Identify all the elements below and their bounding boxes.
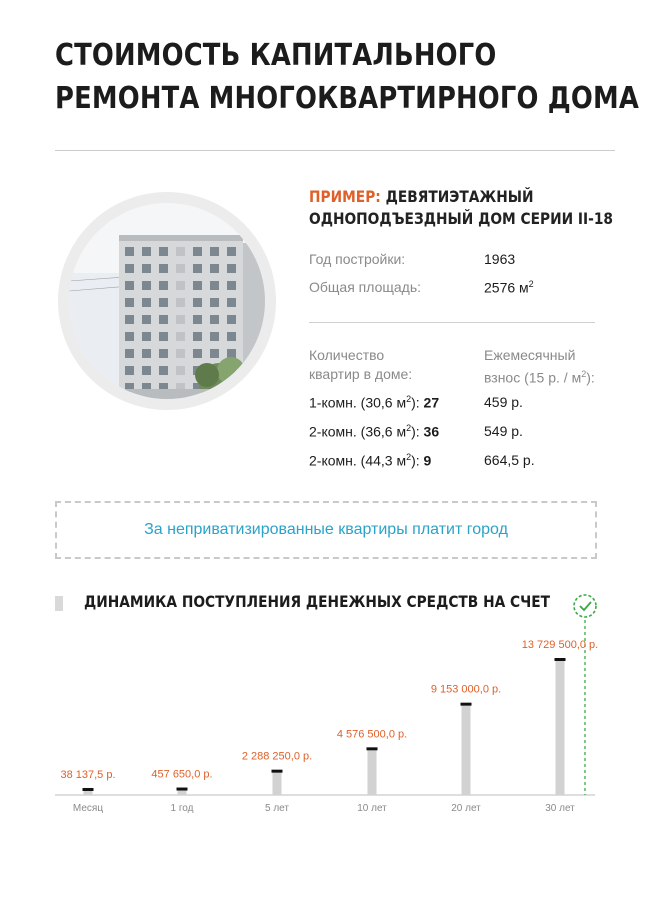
bar-cap xyxy=(177,788,188,791)
window xyxy=(176,332,185,341)
apt-type: 2-комн. (44,3 м xyxy=(309,452,407,469)
note-text: За неприватизированные квартиры платит город xyxy=(144,521,508,538)
data-label: 9 153 000,0 р. xyxy=(430,683,502,696)
example-line2: ОДНОПОДЪЕЗДНЫЙ ДОМ СЕРИИ II-18 xyxy=(309,209,614,228)
fee-header-sup: 2 xyxy=(581,369,587,379)
window xyxy=(193,332,202,341)
window xyxy=(210,264,219,273)
data-label: 38 137,5 р. xyxy=(60,769,116,781)
window xyxy=(159,298,168,307)
window xyxy=(159,264,168,273)
tick-label: 1 год xyxy=(170,803,194,814)
window xyxy=(193,349,202,358)
window xyxy=(142,247,151,256)
title-line-2: РЕМОНТА МНОГОКВАРТИРНОГО ДОМА xyxy=(55,81,640,116)
window xyxy=(142,366,151,375)
apt-sup: 2 xyxy=(406,452,412,462)
bar xyxy=(273,773,282,795)
apt-fee: 664,5 р. xyxy=(484,452,535,468)
stats-divider xyxy=(309,322,595,323)
apt-sup: 2 xyxy=(406,394,412,404)
check-icon xyxy=(574,595,596,617)
bar xyxy=(84,791,93,795)
tick-label: 5 лет xyxy=(265,803,289,814)
window xyxy=(227,247,236,256)
window xyxy=(125,264,134,273)
window xyxy=(227,332,236,341)
fee-column-header xyxy=(484,346,634,388)
window xyxy=(159,332,168,341)
chart-title: ДИНАМИКА ПОСТУПЛЕНИЯ ДЕНЕЖНЫХ СРЕДСТВ НА СЧЕТ xyxy=(84,592,551,611)
bar xyxy=(368,750,377,795)
window xyxy=(125,349,134,358)
window xyxy=(159,366,168,375)
window xyxy=(210,298,219,307)
window xyxy=(125,247,134,256)
window xyxy=(227,315,236,324)
funds-chart xyxy=(0,585,650,825)
window xyxy=(176,349,185,358)
tick-label: 20 лет xyxy=(451,803,481,814)
fee-header-line1: Ежемесячный xyxy=(484,347,576,363)
count-header-line1: Количество xyxy=(309,347,385,363)
bar xyxy=(556,661,565,795)
window xyxy=(142,332,151,341)
example-line1: ДЕВЯТИЭТАЖНЫЙ xyxy=(380,187,534,206)
window xyxy=(142,315,151,324)
apt-count: 27 xyxy=(423,394,440,411)
apt-sup: 2 xyxy=(406,423,412,433)
window xyxy=(210,332,219,341)
window xyxy=(193,281,202,290)
bar-cap xyxy=(555,658,566,661)
window xyxy=(142,281,151,290)
window xyxy=(142,349,151,358)
window xyxy=(125,315,134,324)
window xyxy=(210,315,219,324)
window xyxy=(193,264,202,273)
window xyxy=(193,247,202,256)
window xyxy=(193,315,202,324)
bar-cap xyxy=(272,770,283,773)
window xyxy=(193,298,202,307)
window xyxy=(125,366,134,375)
window xyxy=(176,315,185,324)
area-sup: 2 xyxy=(528,279,534,289)
window xyxy=(176,298,185,307)
window xyxy=(227,281,236,290)
tick-label: 10 лет xyxy=(357,803,387,814)
window xyxy=(125,332,134,341)
window xyxy=(142,264,151,273)
bar xyxy=(462,706,471,795)
note-box xyxy=(55,501,597,559)
window xyxy=(176,264,185,273)
count-header-line2: квартир в доме: xyxy=(309,366,413,382)
window xyxy=(227,349,236,358)
window xyxy=(227,264,236,273)
tick-label: Месяц xyxy=(72,803,104,814)
area-value xyxy=(484,279,534,296)
year-label: Год постройки: xyxy=(309,251,406,267)
title-line-1: СТОИМОСТЬ КАПИТАЛЬНОГО xyxy=(55,38,497,73)
fee-header-end: ): xyxy=(586,369,595,386)
apt-fee: 549 р. xyxy=(484,423,523,439)
apt-type-end: ): xyxy=(411,452,420,469)
area-value-text: 2576 м xyxy=(484,279,529,296)
apt-count: 36 xyxy=(423,423,440,440)
apt-count: 9 xyxy=(423,452,432,469)
example-lead: ПРИМЕР: xyxy=(309,187,381,206)
window xyxy=(159,315,168,324)
apt-type: 1-комн. (30,6 м xyxy=(309,394,407,411)
building-image xyxy=(69,203,265,399)
data-label: 4 576 500,0 р. xyxy=(336,728,408,741)
window xyxy=(142,298,151,307)
bar xyxy=(178,791,187,795)
data-label: 13 729 500,0 р. xyxy=(521,639,599,651)
apt-type-end: ): xyxy=(411,394,420,411)
window xyxy=(176,366,185,375)
area-label: Общая площадь: xyxy=(309,279,422,295)
bar-cap xyxy=(461,703,472,706)
window xyxy=(210,281,219,290)
bar-cap xyxy=(367,747,378,750)
window xyxy=(159,281,168,290)
year-value: 1963 xyxy=(484,251,516,267)
data-label: 2 288 250,0 р. xyxy=(241,750,313,763)
page-title xyxy=(55,34,640,120)
title-divider xyxy=(55,150,615,151)
window xyxy=(159,247,168,256)
tick-label: 30 лет xyxy=(545,803,575,814)
window xyxy=(176,281,185,290)
window xyxy=(227,298,236,307)
window xyxy=(176,247,185,256)
data-label: 457 650,0 р. xyxy=(151,768,213,781)
apt-type: 2-комн. (36,6 м xyxy=(309,423,407,440)
fee-header-line2: взнос (15 р. / м xyxy=(484,369,582,386)
bar-cap xyxy=(83,788,94,791)
window xyxy=(210,247,219,256)
building-photo xyxy=(58,192,276,410)
window xyxy=(125,298,134,307)
apt-type-end: ): xyxy=(411,423,420,440)
window xyxy=(159,349,168,358)
window xyxy=(227,383,236,392)
apt-fee: 459 р. xyxy=(484,394,523,410)
example-heading xyxy=(309,186,614,230)
window xyxy=(210,349,219,358)
count-column-header xyxy=(309,346,459,384)
window xyxy=(125,281,134,290)
